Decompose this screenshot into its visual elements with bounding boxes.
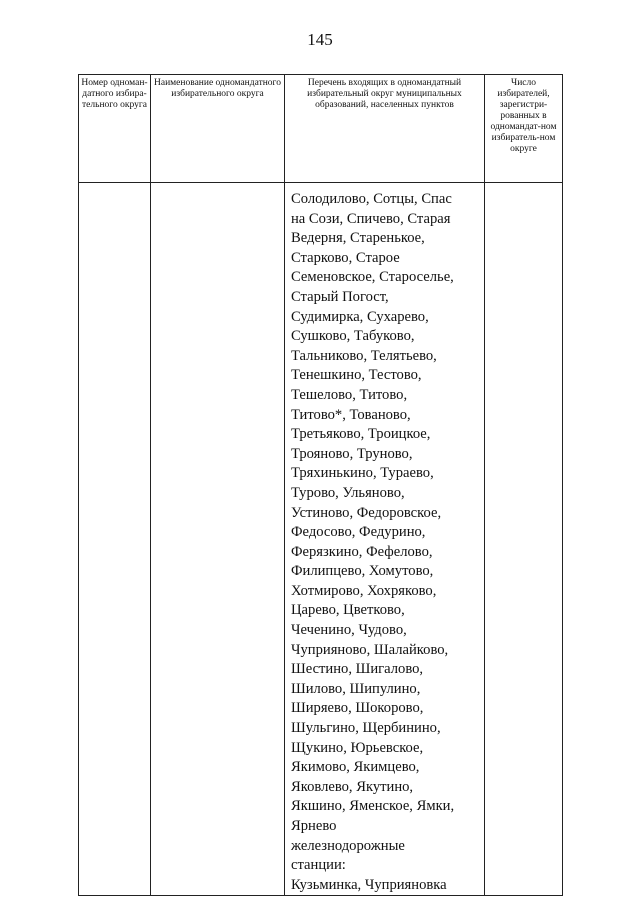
list-item: Шульгино, Щербинино,	[291, 720, 441, 737]
list-item: Солодилово, Сотцы, Спас	[291, 191, 452, 207]
list-item: Ведерня, Старенькое,	[291, 230, 425, 247]
list-item: Семеновское, Староселье,	[291, 269, 454, 286]
list-item: Титово*, Тованово,	[291, 406, 411, 423]
list-item: на Сози, Спичево, Старая	[291, 210, 451, 227]
list-item: Якшино, Яменское, Ямки,	[291, 798, 455, 815]
list-item: Ярнево	[291, 818, 337, 834]
list-item: Якимово, Якимцево,	[291, 759, 420, 776]
list-item: Тенешкино, Тестово,	[291, 367, 422, 384]
list-item: Старый Погост,	[291, 288, 389, 305]
list-item: Тешелово, Титово,	[291, 386, 408, 403]
places-list	[285, 183, 484, 895]
cell-district-number	[79, 183, 151, 896]
list-item: Кузьминка, Чуприяновка	[291, 876, 447, 893]
list-item: железнодорожные	[291, 837, 405, 854]
list-item: Ферязкино, Фефелово,	[291, 543, 433, 560]
list-item: Третьяково, Троицкое,	[291, 426, 431, 443]
list-item: Тальниково, Телятьево,	[291, 347, 437, 364]
list-item: Судимирка, Сухарево,	[291, 308, 429, 325]
list-item: Старково, Старое	[291, 249, 400, 266]
header-places-list: Перечень входящих в одномандатный избирательный округ муниципальных образований, населенных пунктов	[285, 75, 485, 183]
list-item: Хотмирово, Хохряково,	[291, 582, 437, 599]
list-item: Федосово, Федурино,	[291, 524, 426, 541]
list-item: Яковлево, Якутино,	[291, 778, 414, 795]
list-item: Турово, Ульяново,	[291, 484, 405, 501]
table-row	[79, 183, 563, 896]
list-item: Шестино, Шигалово,	[291, 661, 424, 678]
cell-district-name	[151, 183, 285, 896]
list-item: Устиново, Федоровское,	[291, 504, 442, 521]
list-item: Чеченино, Чудово,	[291, 622, 407, 639]
list-item: Щукино, Юрьевское,	[291, 739, 424, 756]
list-item: Царево, Цветково,	[291, 602, 405, 619]
cell-places-list	[285, 183, 485, 896]
list-item: Филипцево, Хомутово,	[291, 563, 434, 580]
list-item: Шилово, Шипулино,	[291, 680, 421, 697]
table-header-row	[79, 75, 563, 183]
header-district-number: Номер одноман-датного избира-тельного округа	[79, 75, 151, 183]
cell-voters-count	[485, 183, 563, 896]
districts-table	[78, 74, 563, 896]
list-item: Тряхинькино, Тураево,	[291, 465, 434, 482]
list-item: Ширяево, Шокорово,	[291, 700, 424, 717]
header-district-name: Наименование одномандатного избирательного округа	[151, 75, 285, 183]
header-voters-count: Число избирателей, зарегистри-рованных в одномандат-ном избиратель-ном округе	[485, 75, 563, 183]
list-item: станции:	[291, 857, 346, 874]
list-item: Трояново, Труново,	[291, 445, 413, 462]
list-item: Сушково, Табуково,	[291, 328, 415, 345]
page-number: 145	[307, 30, 333, 49]
list-item: Чуприяново, Шалайково,	[291, 641, 449, 658]
